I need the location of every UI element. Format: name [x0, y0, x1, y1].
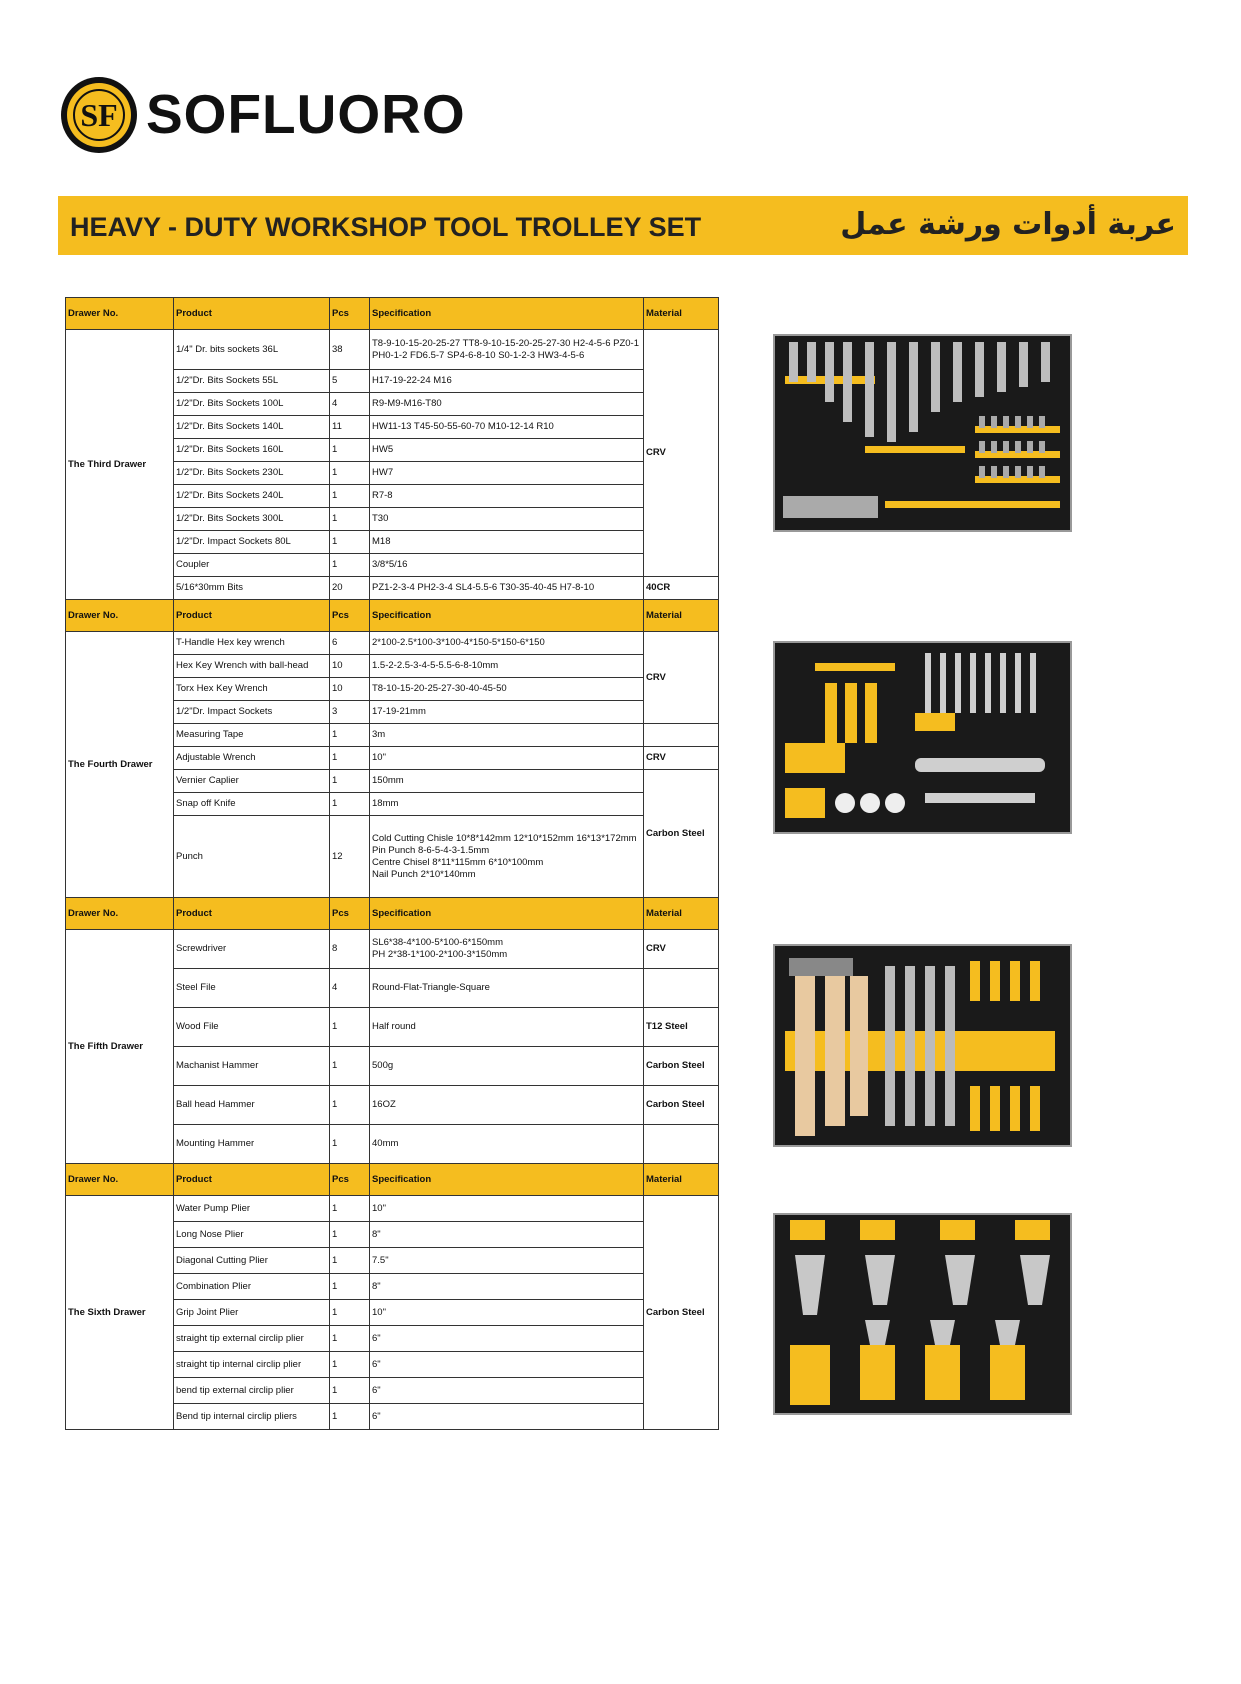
pcs-cell: 1: [330, 793, 370, 816]
spec-cell: T8-10-15-20-25-27-30-40-45-50: [370, 678, 644, 701]
drawer-name: The Fourth Drawer: [66, 632, 174, 898]
pcs-cell: 11: [330, 416, 370, 439]
material-cell: T12 Steel: [644, 1008, 719, 1047]
header-drawer: Drawer No.: [66, 600, 174, 632]
product-cell: 1/2"Dr. Impact Sockets 80L: [174, 531, 330, 554]
pcs-cell: 1: [330, 508, 370, 531]
header-pcs: Pcs: [330, 1164, 370, 1196]
table-row: [66, 1196, 719, 1222]
pcs-cell: 1: [330, 554, 370, 577]
brand-name: SOFLUORO: [146, 83, 466, 145]
material-cell: CRV: [644, 632, 719, 724]
product-cell: Screwdriver: [174, 930, 330, 969]
spec-cell: T8-9-10-15-20-25-27 TT8-9-10-15-20-25-27-30 H2-4-5-6 PZ0-1 PH0-1-2 FD6.5-7 SP4-6-8-10 S0-1-2-3 HW3-4-5-6: [370, 330, 644, 370]
header-specification: Specification: [370, 600, 644, 632]
header-specification: Specification: [370, 898, 644, 930]
pcs-cell: 1: [330, 1378, 370, 1404]
spec-cell: PZ1-2-3-4 PH2-3-4 SL4-5.5-6 T30-35-40-45 H7-8-10: [370, 577, 644, 600]
spec-cell: 10": [370, 1196, 644, 1222]
pcs-cell: 6: [330, 632, 370, 655]
spec-line: SL6*38-4*100-5*100-6*150mm: [372, 937, 503, 948]
pcs-cell: 1: [330, 485, 370, 508]
product-cell: Diagonal Cutting Plier: [174, 1248, 330, 1274]
sofluoro-logo: [59, 75, 139, 155]
spec-cell: 8": [370, 1222, 644, 1248]
spec-cell: 6": [370, 1326, 644, 1352]
pcs-cell: 1: [330, 1300, 370, 1326]
spec-cell: R9-M9-M16-T80: [370, 393, 644, 416]
title-banner: [58, 196, 1188, 255]
table-row: [66, 632, 719, 655]
pcs-cell: 1: [330, 1326, 370, 1352]
spec-line: Cold Cutting Chisle 10*8*142mm 12*10*152mm 16*13*172mm: [372, 832, 637, 844]
spec-cell: 16OZ: [370, 1086, 644, 1125]
pcs-cell: 1: [330, 1008, 370, 1047]
spec-cell: 150mm: [370, 770, 644, 793]
product-cell: 1/2"Dr. Bits Sockets 160L: [174, 439, 330, 462]
pcs-cell: 1: [330, 1352, 370, 1378]
table-header-row: [66, 898, 719, 930]
product-cell: T-Handle Hex key wrench: [174, 632, 330, 655]
pcs-cell: 1: [330, 1248, 370, 1274]
product-cell: Coupler: [174, 554, 330, 577]
product-cell: Steel File: [174, 969, 330, 1008]
product-cell: 1/2"Dr. Impact Sockets: [174, 701, 330, 724]
spec-cell: 17-19-21mm: [370, 701, 644, 724]
material-cell: Carbon Steel: [644, 1047, 719, 1086]
spec-cell: HW7: [370, 462, 644, 485]
product-cell: Grip Joint Plier: [174, 1300, 330, 1326]
header-material: Material: [644, 898, 719, 930]
bit-sockets-illustration: [775, 336, 1070, 530]
header-material: Material: [644, 600, 719, 632]
spec-cell: 3m: [370, 724, 644, 747]
product-cell: Vernier Caplier: [174, 770, 330, 793]
product-cell: Wood File: [174, 1008, 330, 1047]
spec-cell: 3/8*5/16: [370, 554, 644, 577]
sixth-drawer-photo: [773, 1213, 1072, 1415]
spec-cell: R7-8: [370, 485, 644, 508]
spec-cell: H17-19-22-24 M16: [370, 370, 644, 393]
material-cell: Carbon Steel: [644, 1086, 719, 1125]
spec-cell: 18mm: [370, 793, 644, 816]
header-pcs: Pcs: [330, 298, 370, 330]
pcs-cell: 1: [330, 747, 370, 770]
spec-line: Centre Chisel 8*11*115mm 6*10*100mm: [372, 856, 544, 868]
fifth-drawer-photo: [773, 944, 1072, 1147]
pcs-cell: 1: [330, 1222, 370, 1248]
product-cell: 1/2"Dr. Bits Sockets 240L: [174, 485, 330, 508]
header-material: Material: [644, 1164, 719, 1196]
product-cell: 1/2"Dr. Bits Sockets 230L: [174, 462, 330, 485]
spec-cell: 6": [370, 1352, 644, 1378]
spec-cell: 10": [370, 747, 644, 770]
material-cell: CRV: [644, 930, 719, 969]
spec-cell: 6": [370, 1404, 644, 1430]
hex-keys-and-measuring-tools-illustration: [775, 643, 1070, 832]
table-header-row: [66, 298, 719, 330]
page-title: HEAVY - DUTY WORKSHOP TOOL TROLLEY SET: [70, 212, 702, 242]
drawer-name: The Third Drawer: [66, 330, 174, 600]
drawer-name: The Fifth Drawer: [66, 930, 174, 1164]
pcs-cell: 1: [330, 1086, 370, 1125]
spec-cell: 1.5-2-2.5-3-4-5-5.5-6-8-10mm: [370, 655, 644, 678]
svg-text:SF: SF: [80, 97, 118, 133]
product-cell: straight tip internal circlip plier: [174, 1352, 330, 1378]
material-cell-empty: [644, 724, 719, 747]
product-cell: 1/2"Dr. Bits Sockets 55L: [174, 370, 330, 393]
pcs-cell: 20: [330, 577, 370, 600]
spec-cell: 500g: [370, 1047, 644, 1086]
pcs-cell: 3: [330, 701, 370, 724]
spec-cell: [370, 930, 644, 969]
spec-cell: 6": [370, 1378, 644, 1404]
header-drawer: Drawer No.: [66, 298, 174, 330]
pcs-cell: 1: [330, 1047, 370, 1086]
pcs-cell: 1: [330, 1196, 370, 1222]
header-drawer: Drawer No.: [66, 898, 174, 930]
product-cell: 1/2"Dr. Bits Sockets 100L: [174, 393, 330, 416]
header-product: Product: [174, 898, 330, 930]
spec-cell: 8": [370, 1274, 644, 1300]
pcs-cell: 4: [330, 393, 370, 416]
header-specification: Specification: [370, 298, 644, 330]
header-product: Product: [174, 600, 330, 632]
product-cell: bend tip external circlip plier: [174, 1378, 330, 1404]
pcs-cell: 10: [330, 655, 370, 678]
header-pcs: Pcs: [330, 600, 370, 632]
spec-cell: 10": [370, 1300, 644, 1326]
material-cell: Carbon Steel: [644, 770, 719, 898]
pcs-cell: 5: [330, 370, 370, 393]
product-cell: Ball head Hammer: [174, 1086, 330, 1125]
spec-table: [65, 297, 719, 1430]
spec-cell: Half round: [370, 1008, 644, 1047]
spec-cell: M18: [370, 531, 644, 554]
product-cell: Bend tip internal circlip pliers: [174, 1404, 330, 1430]
material-cell: Carbon Steel: [644, 1196, 719, 1430]
product-cell: Machanist Hammer: [174, 1047, 330, 1086]
third-drawer-photo: [773, 334, 1072, 532]
material-cell: [644, 1125, 719, 1164]
drawer-name: The Sixth Drawer: [66, 1196, 174, 1430]
page-title-arabic: عربة أدوات ورشة عمل: [840, 207, 1176, 242]
product-cell: Long Nose Plier: [174, 1222, 330, 1248]
spec-line: Nail Punch 2*10*140mm: [372, 868, 476, 880]
product-cell: Measuring Tape: [174, 724, 330, 747]
product-cell: Hex Key Wrench with ball-head: [174, 655, 330, 678]
table-row: [66, 930, 719, 969]
header-pcs: Pcs: [330, 898, 370, 930]
spec-cell: 40mm: [370, 1125, 644, 1164]
pcs-cell: 1: [330, 724, 370, 747]
pcs-cell: 1: [330, 462, 370, 485]
spec-cell: [370, 816, 644, 898]
pcs-cell: 12: [330, 816, 370, 898]
pcs-cell: 1: [330, 1125, 370, 1164]
hammers-files-screwdrivers-illustration: [775, 946, 1070, 1145]
header-specification: Specification: [370, 1164, 644, 1196]
spec-cell: T30: [370, 508, 644, 531]
product-cell: Torx Hex Key Wrench: [174, 678, 330, 701]
product-cell: 5/16*30mm Bits: [174, 577, 330, 600]
pcs-cell: 1: [330, 439, 370, 462]
product-cell: 1/2"Dr. Bits Sockets 140L: [174, 416, 330, 439]
spec-cell: 2*100-2.5*100-3*100-4*150-5*150-6*150: [370, 632, 644, 655]
table-row: [66, 330, 719, 370]
pcs-cell: 1: [330, 531, 370, 554]
material-cell: CRV: [644, 330, 719, 577]
product-cell: Mounting Hammer: [174, 1125, 330, 1164]
product-cell: 1/4" Dr. bits sockets 36L: [174, 330, 330, 370]
spec-line: Pin Punch 8-6-5-4-3-1.5mm: [372, 844, 490, 856]
pcs-cell: 1: [330, 1274, 370, 1300]
table-header-row: [66, 1164, 719, 1196]
header-product: Product: [174, 1164, 330, 1196]
header-product: Product: [174, 298, 330, 330]
material-cell: 40CR: [644, 577, 719, 600]
pcs-cell: 1: [330, 1404, 370, 1430]
fourth-drawer-photo: [773, 641, 1072, 834]
product-cell: Adjustable Wrench: [174, 747, 330, 770]
spec-line: PH 2*38-1*100-2*100-3*150mm: [372, 949, 508, 960]
spec-cell: Round-Flat-Triangle-Square: [370, 969, 644, 1008]
material-cell: CRV: [644, 747, 719, 770]
pliers-illustration: [775, 1215, 1070, 1413]
pcs-cell: 10: [330, 678, 370, 701]
spec-cell: 7.5": [370, 1248, 644, 1274]
product-cell: Snap off Knife: [174, 793, 330, 816]
product-cell: straight tip external circlip plier: [174, 1326, 330, 1352]
spec-cell: HW11-13 T45-50-55-60-70 M10-12-14 R10: [370, 416, 644, 439]
pcs-cell: 38: [330, 330, 370, 370]
table-header-row: [66, 600, 719, 632]
spec-cell: HW5: [370, 439, 644, 462]
product-cell: Water Pump Plier: [174, 1196, 330, 1222]
material-cell: [644, 969, 719, 1008]
pcs-cell: 4: [330, 969, 370, 1008]
header-drawer: Drawer No.: [66, 1164, 174, 1196]
header-material: Material: [644, 298, 719, 330]
pcs-cell: 8: [330, 930, 370, 969]
product-cell: Combination Plier: [174, 1274, 330, 1300]
pcs-cell: 1: [330, 770, 370, 793]
product-cell: Punch: [174, 816, 330, 898]
product-cell: 1/2"Dr. Bits Sockets 300L: [174, 508, 330, 531]
